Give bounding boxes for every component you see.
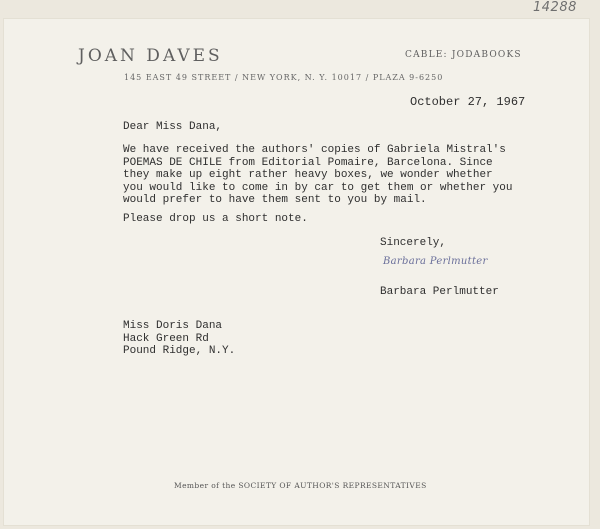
signoff: Sincerely, (380, 237, 447, 249)
archive-number: 14288 (533, 0, 577, 15)
signer-name: Barbara Perlmutter (380, 286, 499, 298)
letter-date: October 27, 1967 (410, 95, 526, 109)
letterhead-name: JOAN DAVES (78, 46, 223, 66)
letterhead-cable: CABLE: JODABOOKS (405, 50, 522, 60)
recipient-address: Miss Doris Dana Hack Green Rd Pound Ridge, N.Y. (123, 320, 236, 358)
letterhead-address: 145 EAST 49 STREET / NEW YORK, N. Y. 10017 / PLAZA 9-6250 (124, 73, 444, 82)
closing-note: Please drop us a short note. (123, 213, 308, 225)
handwritten-signature: Barbara Perlmutter (383, 256, 488, 267)
footer-membership: Member of the SOCIETY OF AUTHOR'S REPRESENTATIVES (174, 481, 427, 490)
salutation: Dear Miss Dana, (123, 121, 223, 133)
letter-body: We have received the authors' copies of Gabriela Mistral's POEMAS DE CHILE from Editorial Pomaire, Barcelona. Since they make up eight rather heavy boxes, we wonder whether you would like to come in by car to get them or whether you would prefer to have them sent to you by mail. (123, 144, 513, 207)
